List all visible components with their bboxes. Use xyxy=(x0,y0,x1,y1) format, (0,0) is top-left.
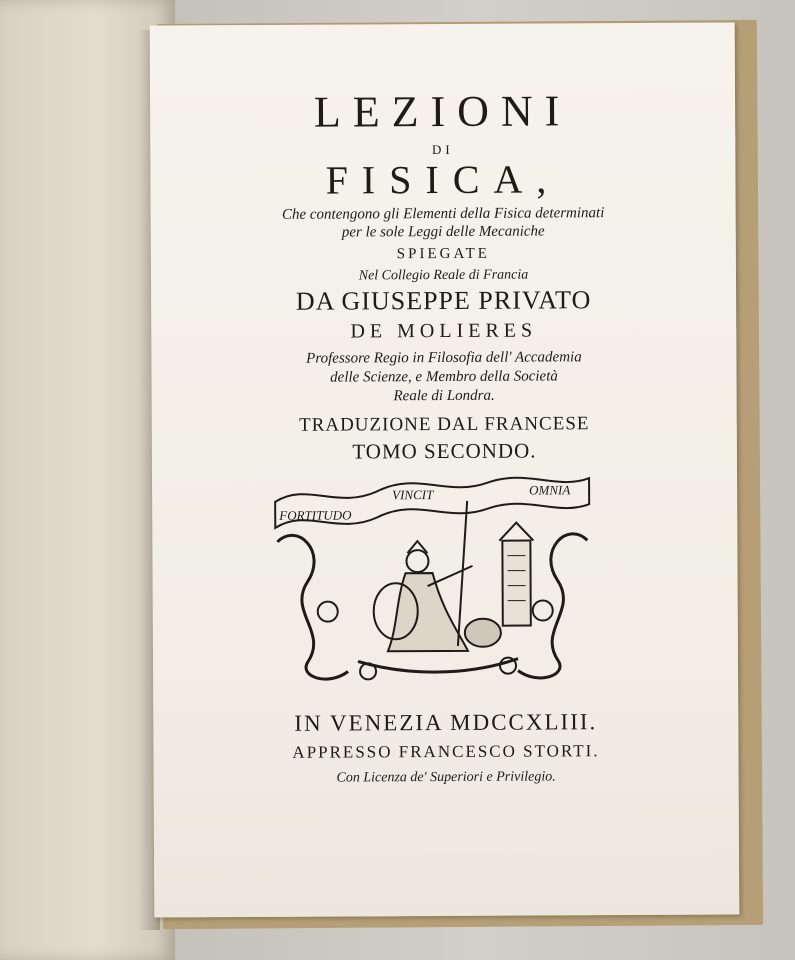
title-page xyxy=(150,22,740,917)
subtitle-line-2: per le sole Leggi delle Mecaniche xyxy=(341,223,545,241)
motto-word-2: VINCIT xyxy=(392,487,434,503)
title-connector: DI xyxy=(431,141,454,158)
spiegate-line: SPIEGATE xyxy=(396,245,490,263)
author-name-line-1: DA GIUSEPPE PRIVATO xyxy=(295,285,592,316)
credentials-line-3: Reale di Londra. xyxy=(393,387,495,405)
license-note: Con Licenza de' Superiori e Privilegio. xyxy=(336,769,556,786)
imprint-printer: APPRESSO FRANCESCO STORTI. xyxy=(292,741,600,762)
credentials-line-1: Professore Regio in Filosofia dell' Accademia xyxy=(306,349,582,367)
book-title: LEZIONI xyxy=(313,86,572,137)
motto-word-3: OMNIA xyxy=(529,482,571,498)
translation-note: TRADUZIONE DAL FRANCESE xyxy=(299,413,590,436)
credentials-line-2: delle Scienze, e Membro della Società xyxy=(330,368,558,386)
volume-label: TOMO SECONDO. xyxy=(352,438,537,464)
printers-device-vignette xyxy=(267,460,598,697)
motto-word-1: FORTITUDO xyxy=(279,507,352,523)
book-subject: FISICA, xyxy=(325,156,561,203)
collegio-line: Nel Collegio Reale di Francia xyxy=(358,267,529,284)
author-name-line-2: DE MOLIERES xyxy=(350,319,538,343)
imprint-place-date: IN VENEZIA MDCCXLIII. xyxy=(294,709,598,736)
subtitle-line-1: Che contengono gli Elementi della Fisica determinati xyxy=(281,205,605,223)
